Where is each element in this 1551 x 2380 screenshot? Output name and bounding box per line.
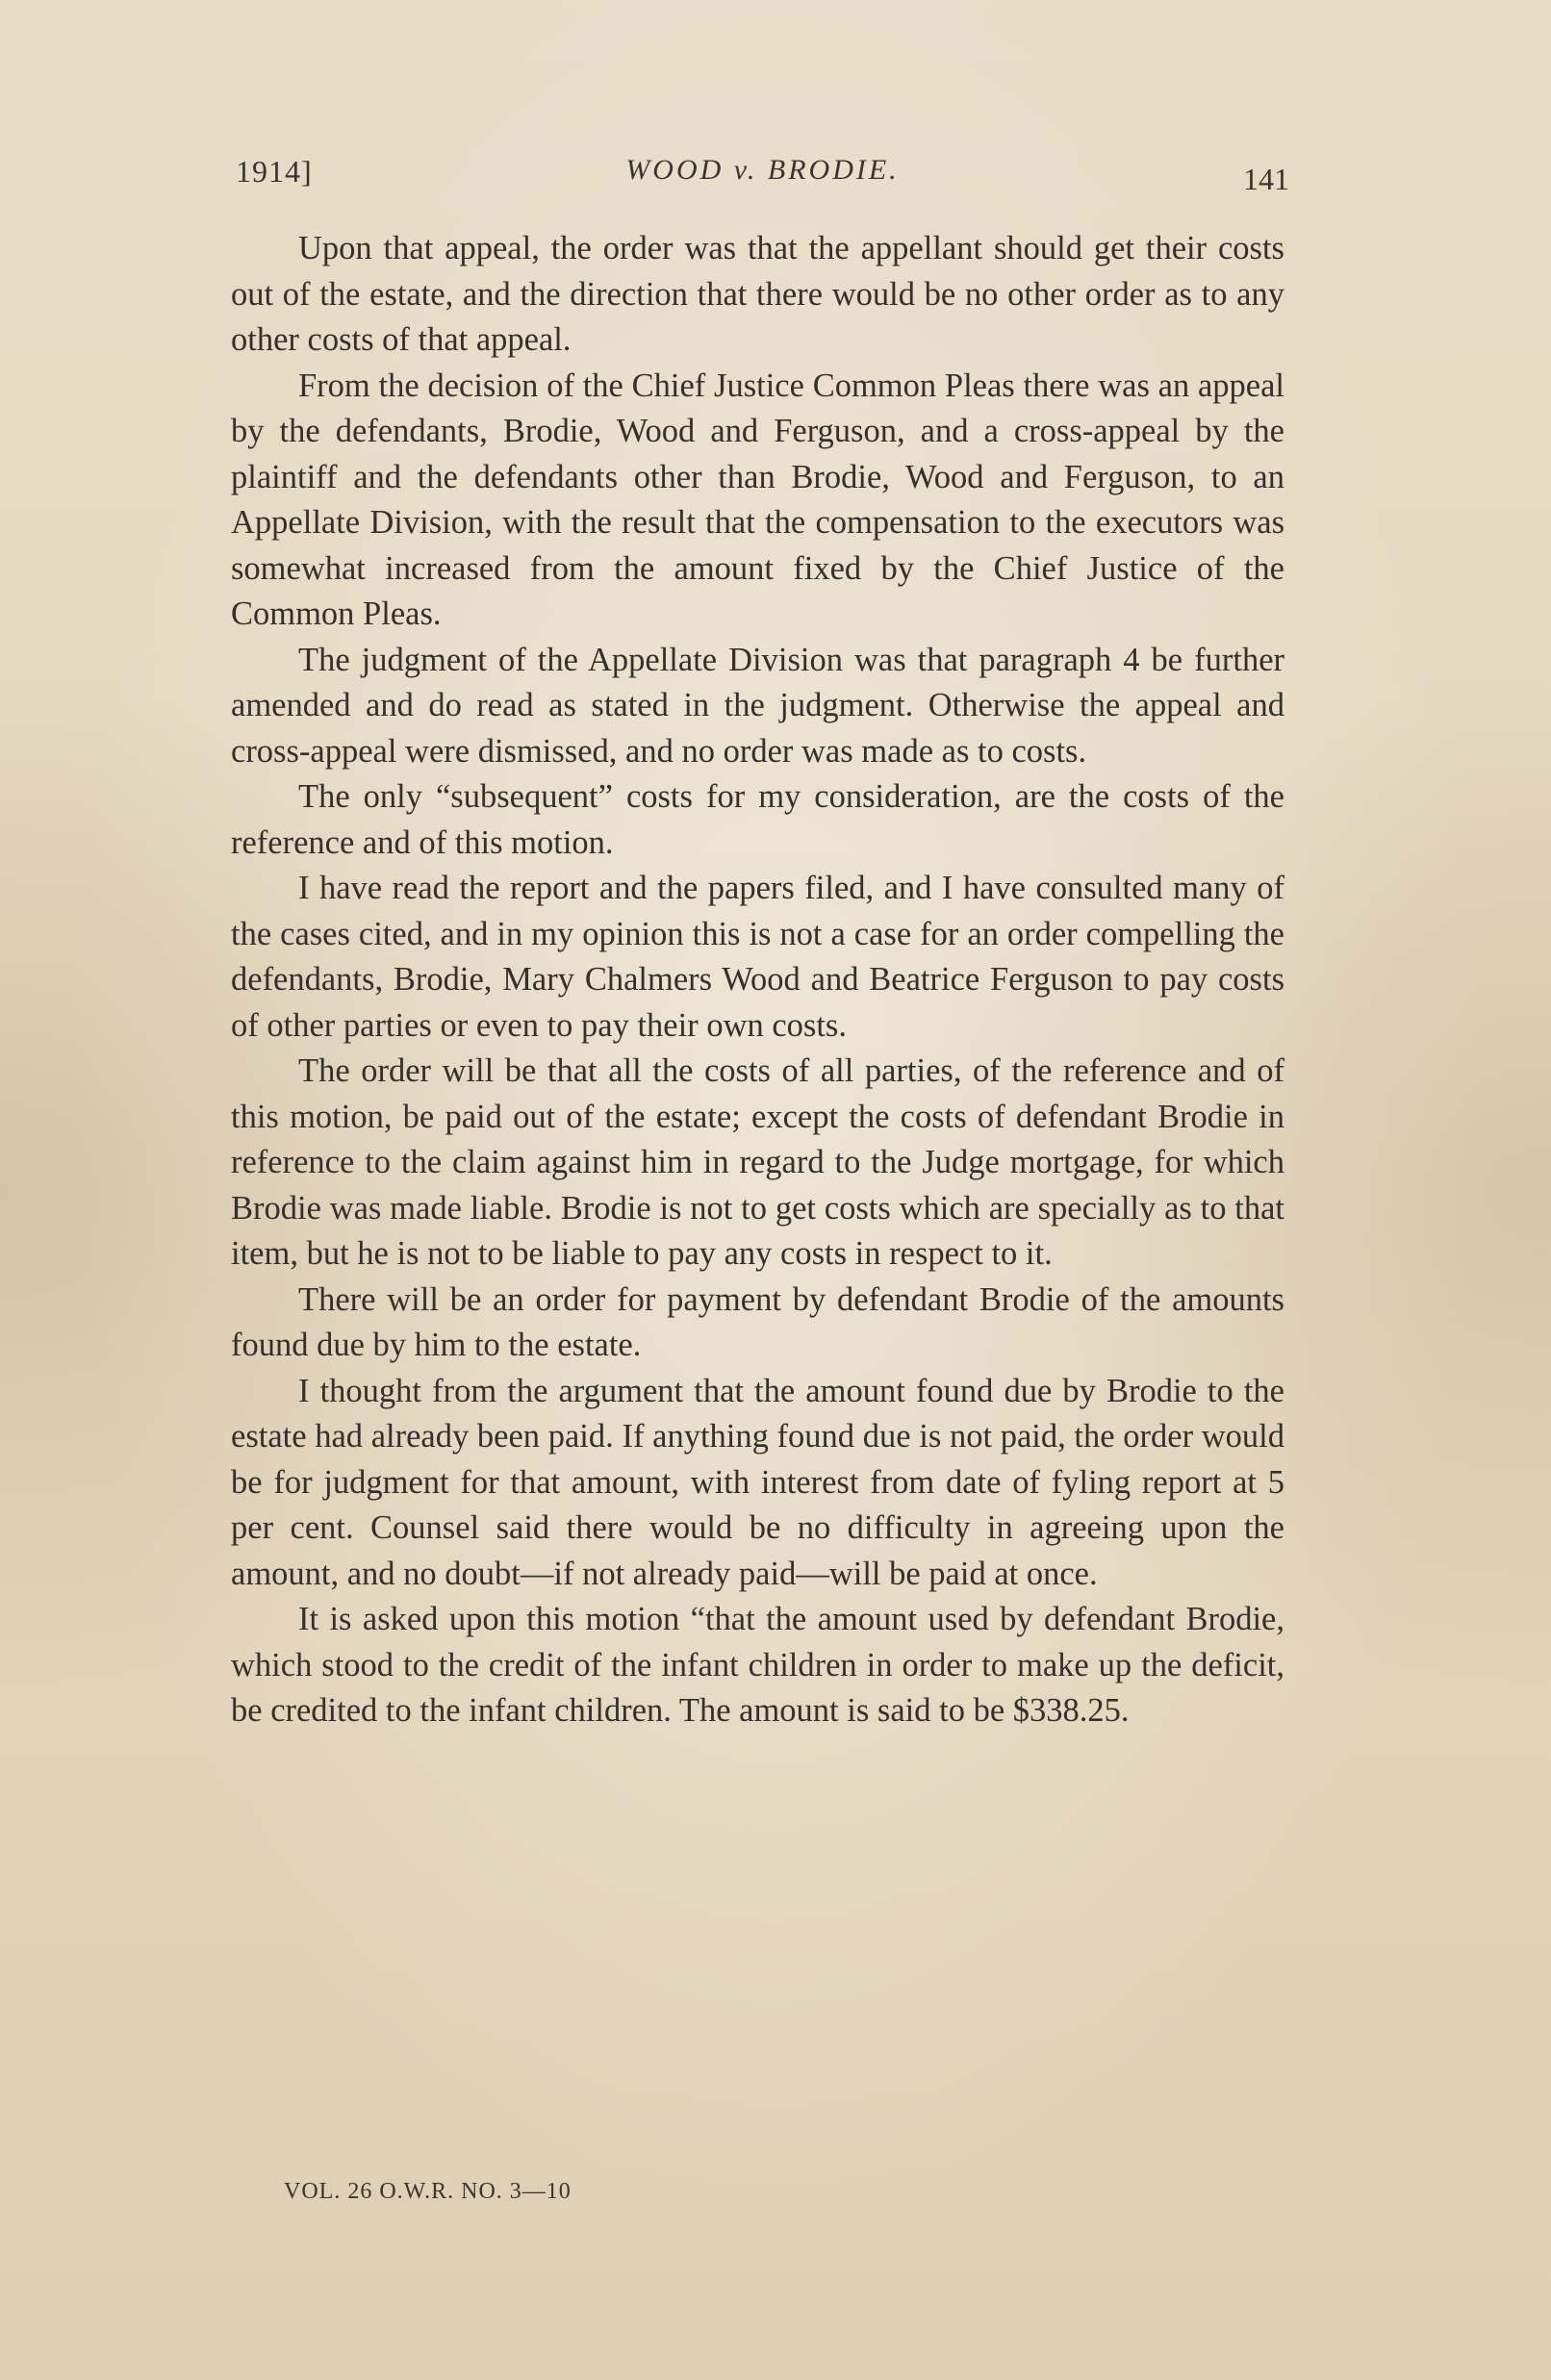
signature-line: VOL. 26 O.W.R. NO. 3—10 [284, 2179, 572, 2204]
paragraph: There will be an order for payment by defendant Brodie of the amounts found due by him to the estate. [231, 1280, 1284, 1363]
body-text [231, 226, 1284, 1734]
paragraph: It is asked upon this motion “that the amount used by defendant Brodie, which stood to the credit of the infant children in order to make up the deficit, be credited to the infant children. The amount is said to be $338.25. [231, 1601, 1284, 1729]
paragraph: The judgment of the Appellate Division was that paragraph 4 be further amended and do read as stated in the judgment. Otherwise the appeal and cross-appeal were dismissed, and no order was made as to costs. [231, 641, 1284, 770]
running-header-title: WOOD v. BRODIE. [625, 154, 900, 186]
running-header [236, 154, 1289, 202]
paragraph: I thought from the argument that the amount found due by Brodie to the estate had already been paid. If anything found due is not paid, the order would be for judgment for that amount, with interest from date of fyling report at 5 per cent. Counsel said there would be no difficulty in agreeing upon the amount, and no doubt—if not already paid—will be paid at once. [231, 1372, 1284, 1592]
paragraph: Upon that appeal, the order was that the appellant should get their costs out of the estate, and the direction that there would be no other order as to any other costs of that appeal. [231, 230, 1284, 358]
running-header-year: 1914] [236, 154, 313, 189]
paragraph: From the decision of the Chief Justice Common Pleas there was an appeal by the defendants, Brodie, Wood and Ferguson, and a cross-appeal by the plaintiff and the defendants other than Brodie, Wood and Ferguson, to an Appellate Division, with the result that the compensation to the executors was somewhat increased from the amount fixed by the Chief Justice of the Common Pleas. [231, 367, 1284, 632]
page-number: 141 [1243, 162, 1289, 196]
paragraph: The only “subsequent” costs for my consideration, are the costs of the reference and of this motion. [231, 778, 1284, 861]
paragraph: The order will be that all the costs of all parties, of the reference and of this motion, be paid out of the estate; except the costs of defendant Brodie in reference to the claim against him in regard to the Judge mortgage, for which Brodie was made liable. Brodie is not to get costs which are specially as to that item, but he is not to be liable to pay any costs in respect to it. [231, 1052, 1284, 1272]
paragraph: I have read the report and the papers filed, and I have consulted many of the cases cited, and in my opinion this is not a case for an order compelling the defendants, Brodie, Mary Chalmers Wood and Beatrice Ferguson to pay costs of other parties or even to pay their own costs. [231, 870, 1284, 1044]
